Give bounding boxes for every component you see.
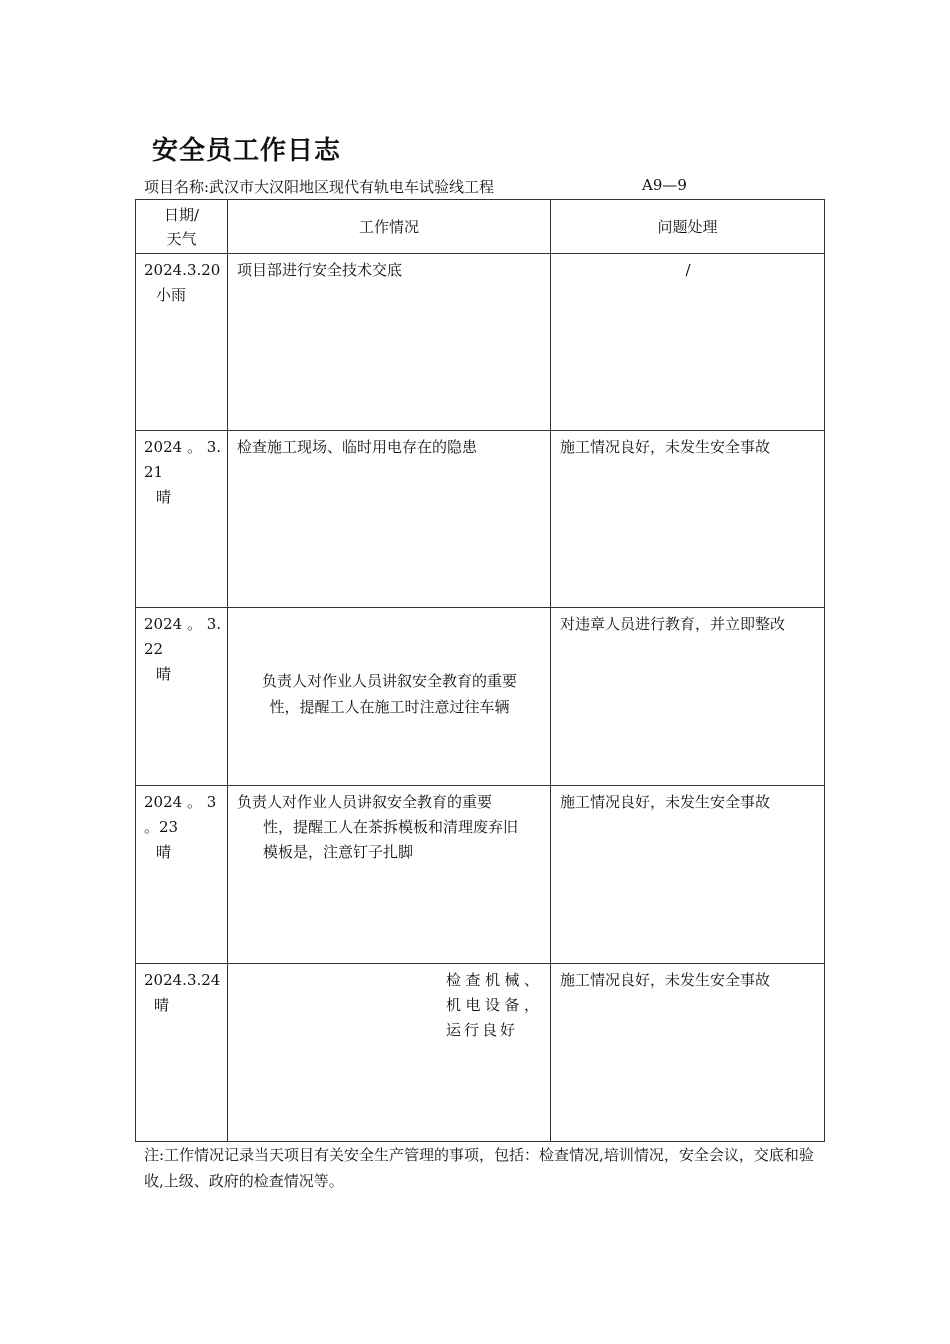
problem-text: 施工情况良好，未发生安全事故 <box>560 793 771 811</box>
date-text: 2024 。 3. <box>144 438 222 456</box>
date-cell <box>136 431 228 608</box>
problem-cell <box>551 964 825 1142</box>
weather-text: 晴 <box>156 843 172 861</box>
table-header-row <box>136 200 825 254</box>
date-text: 2024 。 3 <box>144 793 217 811</box>
header-work: 工作情况 <box>228 200 551 254</box>
table-row <box>136 786 825 964</box>
work-line: 负责人对作业人员讲叙安全教育的重要 <box>237 793 493 811</box>
work-line: 负责人对作业人员讲叙安全教育的重要 <box>262 672 518 690</box>
work-text: 检查施工现场、临时用电存在的隐患 <box>237 438 478 456</box>
date-text: 2024 。 3. <box>144 615 222 633</box>
work-text: 项目部进行安全技术交底 <box>237 261 403 279</box>
problem-text: 对违章人员进行教育，并立即整改 <box>560 615 786 633</box>
form-code: A9—9 <box>642 176 687 194</box>
problem-text: 施工情况良好，未发生安全事故 <box>560 438 771 456</box>
date-text: 2024.3.24 <box>144 971 221 989</box>
project-name: 项目名称:武汉市大汉阳地区现代有轨电车试验线工程 <box>144 178 495 196</box>
problem-cell <box>551 608 825 786</box>
problem-text: 施工情况良好，未发生安全事故 <box>560 971 771 989</box>
table-row <box>136 254 825 431</box>
work-cell <box>228 786 551 964</box>
work-text <box>237 612 542 720</box>
header-weather-label: 天气 <box>166 229 197 248</box>
table-row <box>136 608 825 786</box>
date-text-cont: 。23 <box>144 818 179 836</box>
work-cell <box>228 254 551 431</box>
work-cell <box>228 431 551 608</box>
problem-cell <box>551 431 825 608</box>
problem-cell <box>551 786 825 964</box>
work-line: 模板是，注意钉子扎脚 <box>263 843 414 861</box>
work-line: 性，提醒工人在施工时注意过往车辆 <box>269 698 510 716</box>
weather-text: 小雨 <box>156 286 187 304</box>
safety-log-table <box>135 199 825 1142</box>
page-title: 安全员工作日志 <box>152 136 342 166</box>
project-info <box>144 176 824 197</box>
header-date-weather <box>136 200 228 254</box>
weather-text: 晴 <box>156 488 172 506</box>
work-text: 检查机械、机电设备，运行良好 <box>446 971 543 1039</box>
date-cell <box>136 786 228 964</box>
table-row <box>136 431 825 608</box>
work-cell <box>228 964 551 1142</box>
work-cell <box>228 608 551 786</box>
date-cell <box>136 254 228 431</box>
date-cell <box>136 964 228 1142</box>
date-cell <box>136 608 228 786</box>
date-text-cont: 22 <box>144 640 164 658</box>
work-line: 性，提醒工人在茶拆模板和清理废弃旧 <box>263 818 519 836</box>
header-problem: 问题处理 <box>551 200 825 254</box>
problem-text: / <box>685 261 691 279</box>
date-text-cont: 21 <box>144 463 164 481</box>
table-row <box>136 964 825 1142</box>
weather-text: 晴 <box>154 996 170 1014</box>
work-text <box>237 790 542 865</box>
date-text: 2024.3.20 <box>144 261 221 279</box>
header-date-label: 日期/ <box>163 205 200 224</box>
footnote: 注:工作情况记录当天项目有关安全生产管理的事项，包括：检查情况,培训情况，安全会议，交底和验收,上级、政府的检查情况等。 <box>144 1146 814 1190</box>
weather-text: 晴 <box>156 665 172 683</box>
problem-cell <box>551 254 825 431</box>
